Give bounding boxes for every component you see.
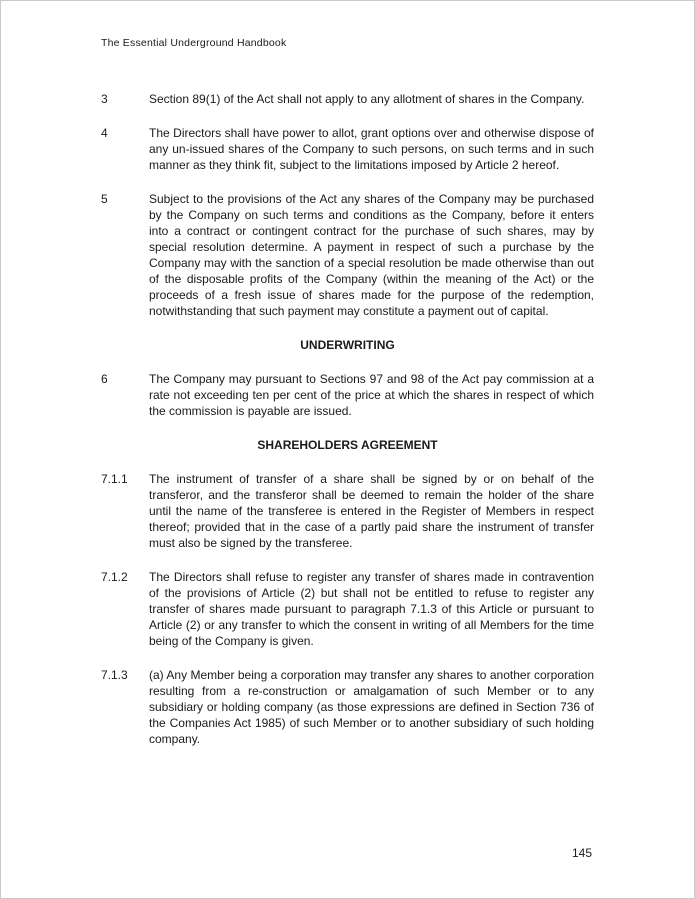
clause-number: 7.1.1 bbox=[101, 472, 128, 486]
clause-number: 4 bbox=[101, 126, 108, 140]
numbered-clause bbox=[101, 569, 594, 649]
clause-text: The Directors shall have power to allot, grant options over and otherwise dispose of any un-issued shares of the Company to such persons, on such terms and in such manner as they think fit, subject to the limitations imposed by Article 2 hereof. bbox=[149, 126, 594, 172]
numbered-clause bbox=[101, 471, 594, 551]
clause-text: The Company may pursuant to Sections 97 and 98 of the Act pay commission at a rate not exceeding ten per cent of the price at which the shares in respect of which the commission is payable are issued. bbox=[149, 372, 594, 418]
numbered-clause bbox=[101, 191, 594, 319]
section-heading: SHAREHOLDERS AGREEMENT bbox=[257, 438, 438, 452]
clause-text: Subject to the provisions of the Act any shares of the Company may be purchased by the Company on such terms and conditions as the Company, before it enters into a contract or contingent contract for the purchase of such shares, may by special resolution determine. A payment in respect of such a purchase by the Company may with the sanction of a special resolution be made otherwise than out of the disposable profits of the Company (within the meaning of the Act) or the proceeds of a fresh issue of shares made for the purpose of the redemption, notwithstanding that such payment may constitute a payment out of capital. bbox=[149, 192, 594, 318]
clause-text: Section 89(1) of the Act shall not apply to any allotment of shares in the Company. bbox=[149, 92, 585, 106]
clause-number: 5 bbox=[101, 192, 108, 206]
clause-number: 3 bbox=[101, 92, 108, 106]
numbered-clause bbox=[101, 125, 594, 173]
clause-text: The Directors shall refuse to register any transfer of shares made in contravention of the provisions of Article (2) but shall not be entitled to refuse to register any transfer of shares made pursuant to paragraph 7.1.3 of this Article or pursuant to Article (2) or any transfer to which the consent in writing of all Members for the time being of the Company is given. bbox=[149, 570, 594, 648]
document-body bbox=[101, 91, 594, 747]
numbered-clause bbox=[101, 371, 594, 419]
running-header: The Essential Underground Handbook bbox=[101, 37, 287, 49]
numbered-clause bbox=[101, 91, 594, 107]
clause-text: The instrument of transfer of a share shall be signed by or on behalf of the transferor, and the transferor shall be deemed to remain the holder of the share until the name of the transferee is entered in the Register of Members in respect thereof; provided that in the case of a partly paid share the instrument of transfer must also be signed by the transferee. bbox=[149, 472, 594, 550]
clause-number: 7.1.3 bbox=[101, 668, 128, 682]
page-content bbox=[101, 37, 594, 765]
page-number: 145 bbox=[571, 846, 592, 860]
section-heading: UNDERWRITING bbox=[300, 338, 395, 352]
clause-number: 7.1.2 bbox=[101, 570, 128, 584]
clause-text: (a) Any Member being a corporation may transfer any shares to another corporation resulting from a re-construction or amalgamation of such Member or to any subsidiary or holding company (as those expressions are defined in Section 736 of the Companies Act 1985) of such Member or to another subsidiary of such holding company. bbox=[149, 668, 594, 746]
numbered-clause bbox=[101, 667, 594, 747]
clause-number: 6 bbox=[101, 372, 108, 386]
